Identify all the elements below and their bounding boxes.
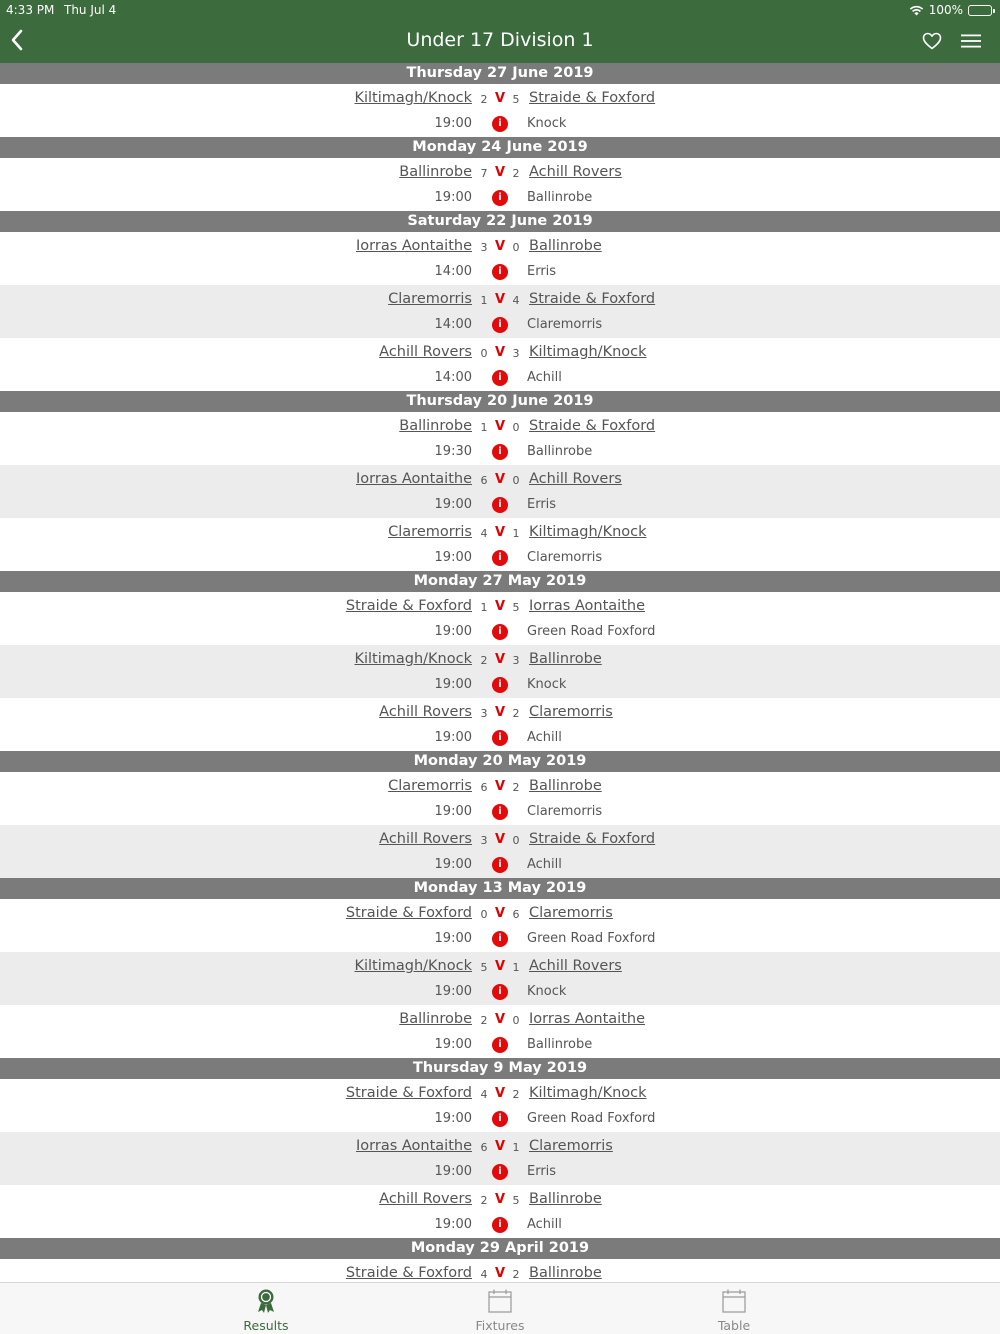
- away-score: 0: [512, 1014, 520, 1027]
- home-team-link[interactable]: Iorras Aontaithe: [356, 238, 472, 254]
- kickoff-time: 19:00: [434, 804, 472, 819]
- status-bar: [0, 0, 1000, 20]
- menu-button[interactable]: [956, 28, 986, 54]
- away-team-link[interactable]: Straide & Foxford: [529, 90, 656, 106]
- date-header: Monday 13 May 2019: [0, 878, 1000, 899]
- home-team-link[interactable]: Achill Rovers: [379, 704, 472, 720]
- venue: Achill: [527, 857, 562, 872]
- venue: Green Road Foxford: [527, 1111, 656, 1126]
- away-score: 1: [512, 527, 520, 540]
- status-indicators: [909, 3, 992, 17]
- home-team-link[interactable]: Straide & Foxford: [345, 1265, 472, 1281]
- match-row: [0, 338, 1000, 391]
- tab-results-label: Results: [243, 1318, 289, 1333]
- away-team-link[interactable]: Kiltimagh/Knock: [529, 1085, 647, 1101]
- info-icon[interactable]: i: [492, 370, 508, 386]
- away-team-link[interactable]: Straide & Foxford: [529, 831, 656, 847]
- home-score: 4: [480, 1268, 488, 1281]
- home-team-link[interactable]: Achill Rovers: [379, 831, 472, 847]
- vs-label: V: [494, 239, 506, 254]
- venue: Erris: [527, 264, 557, 279]
- info-icon[interactable]: i: [492, 264, 508, 280]
- home-score: 1: [480, 601, 488, 614]
- vs-label: V: [494, 599, 506, 614]
- away-score: 1: [512, 961, 520, 974]
- kickoff-time: 19:00: [434, 677, 472, 692]
- vs-label: V: [494, 1012, 506, 1027]
- venue: Achill: [527, 730, 562, 745]
- home-score: 6: [480, 781, 488, 794]
- battery-icon: [968, 5, 992, 16]
- kickoff-time: 19:00: [434, 931, 472, 946]
- calendar-icon: [486, 1287, 514, 1315]
- away-score: 2: [512, 1268, 520, 1281]
- kickoff-time: 14:00: [434, 317, 472, 332]
- info-icon[interactable]: i: [492, 444, 508, 460]
- info-icon[interactable]: i: [492, 1037, 508, 1053]
- info-icon[interactable]: i: [492, 931, 508, 947]
- venue: Erris: [527, 497, 557, 512]
- date-header: Thursday 9 May 2019: [0, 1058, 1000, 1079]
- away-score: 1: [512, 1141, 520, 1154]
- vs-label: V: [494, 1192, 506, 1207]
- home-score: 7: [480, 167, 488, 180]
- venue: Knock: [527, 116, 567, 131]
- away-team-link[interactable]: Ballinrobe: [529, 778, 602, 794]
- award-ribbon-icon: [252, 1287, 280, 1315]
- vs-label: V: [494, 906, 506, 921]
- away-score: 3: [512, 347, 520, 360]
- vs-label: V: [494, 292, 506, 307]
- home-score: 1: [480, 421, 488, 434]
- venue: Claremorris: [527, 317, 603, 332]
- home-team-link[interactable]: Ballinrobe: [399, 418, 472, 434]
- home-team-link[interactable]: Iorras Aontaithe: [356, 471, 472, 487]
- away-score: 2: [512, 1088, 520, 1101]
- home-score: 3: [480, 707, 488, 720]
- battery-percent: 100%: [928, 3, 963, 17]
- info-icon[interactable]: i: [492, 677, 508, 693]
- home-score: 5: [480, 961, 488, 974]
- info-icon[interactable]: i: [492, 624, 508, 640]
- venue: Claremorris: [527, 550, 603, 565]
- home-score: 2: [480, 1014, 488, 1027]
- away-team-link[interactable]: Claremorris: [529, 704, 613, 720]
- calendar-icon: [720, 1287, 748, 1315]
- away-score: 5: [512, 93, 520, 106]
- match-row: [0, 1079, 1000, 1132]
- away-team-link[interactable]: Achill Rovers: [529, 164, 622, 180]
- match-row: [0, 772, 1000, 825]
- vs-label: V: [494, 345, 506, 360]
- vs-label: V: [494, 652, 506, 667]
- kickoff-time: 19:30: [434, 444, 472, 459]
- away-team-link[interactable]: Ballinrobe: [529, 651, 602, 667]
- info-icon[interactable]: i: [492, 317, 508, 333]
- kickoff-time: 19:00: [434, 857, 472, 872]
- vs-label: V: [494, 705, 506, 720]
- info-icon[interactable]: i: [492, 116, 508, 132]
- kickoff-time: 19:00: [434, 730, 472, 745]
- heart-icon: [922, 32, 942, 50]
- away-team-link[interactable]: Claremorris: [529, 905, 613, 921]
- vs-label: V: [494, 1086, 506, 1101]
- kickoff-time: 19:00: [434, 1111, 472, 1126]
- away-score: 0: [512, 421, 520, 434]
- home-score: 3: [480, 834, 488, 847]
- wifi-icon: [909, 5, 924, 16]
- away-team-link[interactable]: Iorras Aontaithe: [529, 1011, 645, 1027]
- home-team-link[interactable]: Kiltimagh/Knock: [354, 651, 472, 667]
- away-score: 5: [512, 1194, 520, 1207]
- away-team-link[interactable]: Straide & Foxford: [529, 418, 656, 434]
- tab-table[interactable]: [664, 1283, 804, 1334]
- date-header: Thursday 27 June 2019: [0, 63, 1000, 84]
- vs-label: V: [494, 959, 506, 974]
- home-team-link[interactable]: Ballinrobe: [399, 164, 472, 180]
- venue: Claremorris: [527, 804, 603, 819]
- tab-fixtures-label: Fixtures: [475, 1318, 525, 1333]
- info-icon[interactable]: i: [492, 497, 508, 513]
- match-row: [0, 899, 1000, 952]
- venue: Knock: [527, 677, 567, 692]
- tab-results[interactable]: [196, 1283, 336, 1334]
- match-row: [0, 645, 1000, 698]
- away-team-link[interactable]: Ballinrobe: [529, 1191, 602, 1207]
- home-score: 0: [480, 347, 488, 360]
- info-icon[interactable]: i: [492, 190, 508, 206]
- home-team-link[interactable]: Claremorris: [388, 291, 472, 307]
- away-score: 2: [512, 707, 520, 720]
- date-header: Monday 24 June 2019: [0, 137, 1000, 158]
- venue: Green Road Foxford: [527, 624, 656, 639]
- home-team-link[interactable]: Claremorris: [388, 778, 472, 794]
- home-score: 2: [480, 93, 488, 106]
- away-team-link[interactable]: Straide & Foxford: [529, 291, 656, 307]
- date-header: Saturday 22 June 2019: [0, 211, 1000, 232]
- home-score: 0: [480, 908, 488, 921]
- vs-label: V: [494, 91, 506, 106]
- tab-fixtures[interactable]: [430, 1283, 570, 1334]
- date-header: Monday 29 April 2019: [0, 1238, 1000, 1259]
- match-row: [0, 825, 1000, 878]
- match-row: [0, 1185, 1000, 1238]
- match-row: [0, 158, 1000, 211]
- away-score: 3: [512, 654, 520, 667]
- vs-label: V: [494, 472, 506, 487]
- kickoff-time: 19:00: [434, 550, 472, 565]
- kickoff-time: 19:00: [434, 497, 472, 512]
- results-list[interactable]: [0, 63, 1000, 1282]
- home-team-link[interactable]: Iorras Aontaithe: [356, 1138, 472, 1154]
- match-row: [0, 465, 1000, 518]
- match-row: [0, 1132, 1000, 1185]
- away-score: 0: [512, 474, 520, 487]
- away-team-link[interactable]: Achill Rovers: [529, 958, 622, 974]
- info-icon[interactable]: i: [492, 804, 508, 820]
- venue: Achill: [527, 1217, 562, 1232]
- away-team-link[interactable]: Achill Rovers: [529, 471, 622, 487]
- info-icon[interactable]: i: [492, 857, 508, 873]
- home-score: 3: [480, 241, 488, 254]
- kickoff-time: 19:00: [434, 624, 472, 639]
- away-score: 0: [512, 834, 520, 847]
- kickoff-time: 19:00: [434, 1217, 472, 1232]
- home-team-link[interactable]: Achill Rovers: [379, 344, 472, 360]
- kickoff-time: 14:00: [434, 370, 472, 385]
- vs-label: V: [494, 525, 506, 540]
- venue: Achill: [527, 370, 562, 385]
- home-team-link[interactable]: Achill Rovers: [379, 1191, 472, 1207]
- match-row: [0, 518, 1000, 571]
- date-header: Monday 20 May 2019: [0, 751, 1000, 772]
- kickoff-time: 14:00: [434, 264, 472, 279]
- away-score: 5: [512, 601, 520, 614]
- info-icon[interactable]: i: [492, 1111, 508, 1127]
- venue: Ballinrobe: [527, 190, 593, 205]
- info-icon[interactable]: i: [492, 550, 508, 566]
- match-row: [0, 1259, 1000, 1282]
- venue: Knock: [527, 984, 567, 999]
- away-score: 2: [512, 781, 520, 794]
- home-score: 6: [480, 474, 488, 487]
- hamburger-menu-icon: [960, 33, 982, 49]
- home-score: 2: [480, 654, 488, 667]
- venue: Erris: [527, 1164, 557, 1179]
- kickoff-time: 19:00: [434, 984, 472, 999]
- info-icon[interactable]: i: [492, 984, 508, 1000]
- tab-table-label: Table: [717, 1318, 751, 1333]
- away-score: 6: [512, 908, 520, 921]
- match-row: [0, 285, 1000, 338]
- vs-label: V: [494, 165, 506, 180]
- away-score: 4: [512, 294, 520, 307]
- home-score: 4: [480, 1088, 488, 1101]
- home-team-link[interactable]: Kiltimagh/Knock: [354, 958, 472, 974]
- away-score: 0: [512, 241, 520, 254]
- vs-label: V: [494, 832, 506, 847]
- home-score: 1: [480, 294, 488, 307]
- away-team-link[interactable]: Ballinrobe: [529, 238, 602, 254]
- home-team-link[interactable]: Claremorris: [388, 524, 472, 540]
- app-header: [0, 0, 1000, 63]
- info-icon[interactable]: i: [492, 1217, 508, 1233]
- away-team-link[interactable]: Kiltimagh/Knock: [529, 344, 647, 360]
- date-header: Thursday 20 June 2019: [0, 391, 1000, 412]
- vs-label: V: [494, 1139, 506, 1154]
- home-score: 4: [480, 527, 488, 540]
- date-header: Monday 27 May 2019: [0, 571, 1000, 592]
- away-team-link[interactable]: Kiltimagh/Knock: [529, 524, 647, 540]
- info-icon[interactable]: i: [492, 1164, 508, 1180]
- favourite-button[interactable]: [918, 28, 946, 54]
- kickoff-time: 19:00: [434, 1164, 472, 1179]
- match-row: [0, 232, 1000, 285]
- home-team-link[interactable]: Ballinrobe: [399, 1011, 472, 1027]
- tab-bar: [0, 1282, 1000, 1334]
- page-title: Under 17 Division 1: [406, 29, 594, 51]
- venue: Green Road Foxford: [527, 931, 656, 946]
- status-date: Thu Jul 4: [64, 3, 117, 17]
- kickoff-time: 19:00: [434, 190, 472, 205]
- home-team-link[interactable]: Kiltimagh/Knock: [354, 90, 472, 106]
- away-team-link[interactable]: Iorras Aontaithe: [529, 598, 645, 614]
- vs-label: V: [494, 1266, 506, 1281]
- home-team-link[interactable]: Straide & Foxford: [345, 1085, 472, 1101]
- vs-label: V: [494, 779, 506, 794]
- venue: Ballinrobe: [527, 444, 593, 459]
- away-score: 2: [512, 167, 520, 180]
- info-icon[interactable]: i: [492, 730, 508, 746]
- match-row: [0, 1005, 1000, 1058]
- kickoff-time: 19:00: [434, 116, 472, 131]
- away-team-link[interactable]: Ballinrobe: [529, 1265, 602, 1281]
- match-row: [0, 412, 1000, 465]
- venue: Ballinrobe: [527, 1037, 593, 1052]
- home-score: 6: [480, 1141, 488, 1154]
- home-team-link[interactable]: Straide & Foxford: [345, 905, 472, 921]
- status-time: 4:33 PM: [6, 3, 55, 17]
- home-score: 2: [480, 1194, 488, 1207]
- match-row: [0, 592, 1000, 645]
- vs-label: V: [494, 419, 506, 434]
- match-row: [0, 698, 1000, 751]
- match-row: [0, 952, 1000, 1005]
- kickoff-time: 19:00: [434, 1037, 472, 1052]
- match-row: [0, 84, 1000, 137]
- away-team-link[interactable]: Claremorris: [529, 1138, 613, 1154]
- home-team-link[interactable]: Straide & Foxford: [345, 598, 472, 614]
